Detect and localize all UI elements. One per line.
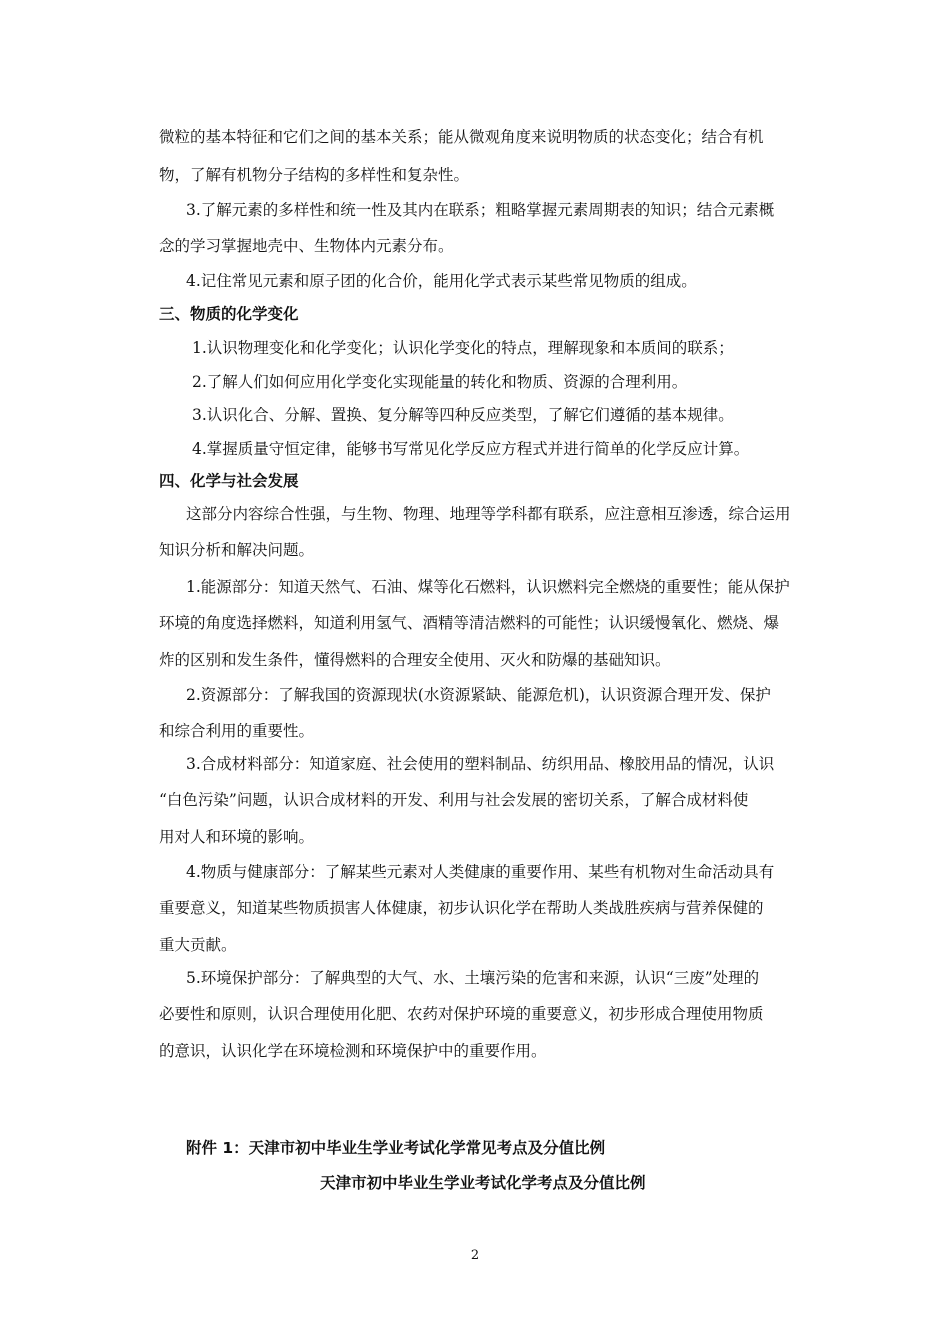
text-line: 2.了解人们如何应用化学变化实现能量的转化和物质、资源的合理利用。 [192,373,688,391]
text-line: 和综合利用的重要性。 [159,722,315,740]
text-line: 用对人和环境的影响。 [159,828,315,846]
text-line: 念的学习掌握地壳中、生物体内元素分布。 [159,237,454,255]
text-line: 2.资源部分：了解我国的资源现状(水资源紧缺、能源危机)，认识资源合理开发、保护 [186,686,771,704]
text-line: 3.了解元素的多样性和统一性及其内在联系；粗略掌握元素周期表的知识；结合元素概 [186,201,775,219]
text-line: 4.掌握质量守恒定律，能够书写常见化学反应方程式并进行简单的化学反应计算。 [192,440,750,458]
text-line: 重要意义，知道某些物质损害人体健康，初步认识化学在帮助人类战胜疾病与营养保健的 [159,899,764,917]
page-number: 2 [470,1248,480,1263]
text-line: 重大贡献。 [159,936,237,954]
text-line: 微粒的基本特征和它们之间的基本关系；能从微观角度来说明物质的状态变化；结合有机 [159,128,764,146]
text-line: 1.能源部分：知道天然气、石油、煤等化石燃料，认识燃料完全燃烧的重要性；能从保护 [186,578,790,596]
table-title: 天津市初中毕业生学业考试化学考点及分值比例 [320,1174,646,1192]
section-heading-4: 四、化学与社会发展 [159,472,299,490]
text-line: 必要性和原则，认识合理使用化肥、农药对保护环境的重要意义，初步形成合理使用物质 [159,1005,764,1023]
text-line: 物，了解有机物分子结构的多样性和复杂性。 [159,166,470,184]
text-line: 环境的角度选择燃料，知道利用氢气、酒精等清洁燃料的可能性；认识缓慢氧化、燃烧、爆 [159,614,780,632]
text-line: “白色污染”问题，认识合成材料的开发、利用与社会发展的密切关系，了解合成材料使 [159,791,749,809]
text-line: 炸的区别和发生条件，懂得燃料的合理安全使用、灭火和防爆的基础知识。 [159,651,671,669]
text-line: 1.认识物理变化和化学变化；认识化学变化的特点，理解现象和本质间的联系； [192,339,734,357]
text-line: 4.记住常见元素和原子团的化合价，能用化学式表示某些常见物质的组成。 [186,272,697,290]
text-line: 3.合成材料部分：知道家庭、社会使用的塑料制品、纺织用品、橡胶用品的情况，认识 [186,755,775,773]
section-heading-3: 三、物质的化学变化 [159,305,299,323]
text-line: 的意识，认识化学在环境检测和环境保护中的重要作用。 [159,1042,547,1060]
text-line: 3.认识化合、分解、置换、复分解等四种反应类型，了解它们遵循的基本规律。 [192,406,734,424]
text-line: 知识分析和解决问题。 [159,541,315,559]
text-line: 4.物质与健康部分：了解某些元素对人类健康的重要作用、某些有机物对生命活动具有 [186,863,775,881]
text-line: 这部分内容综合性强，与生物、物理、地理等学科都有联系，应注意相互渗透，综合运用 [186,505,791,523]
appendix-title: 附件 1：天津市初中毕业生学业考试化学常见考点及分值比例 [186,1139,606,1157]
text-line: 5.环境保护部分：了解典型的大气、水、土壤污染的危害和来源，认识“三废”处理的 [186,969,760,987]
